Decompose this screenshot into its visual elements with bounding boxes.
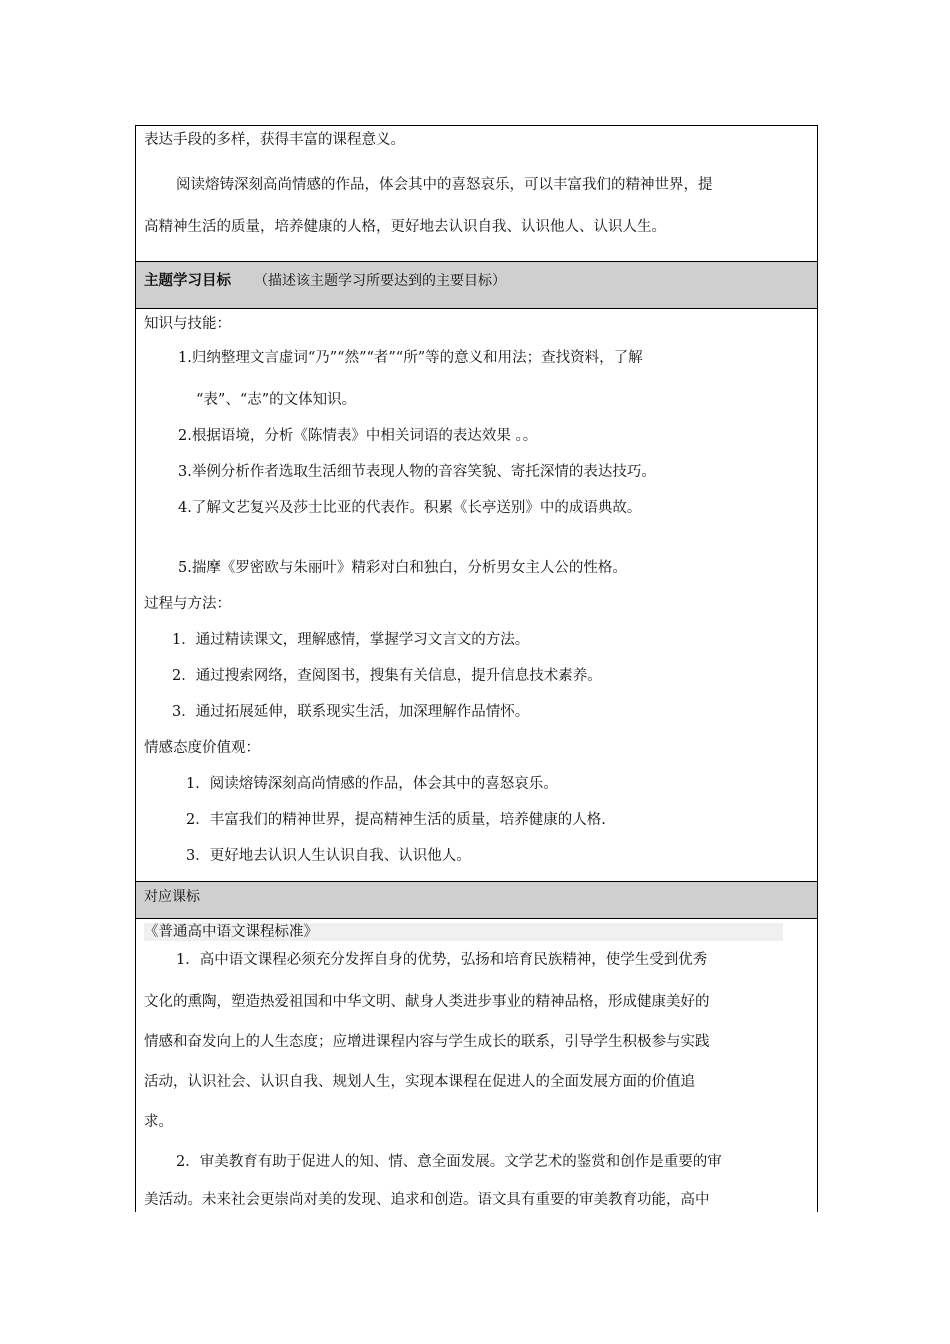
emotion-item: 3．更好地去认识人生认识自我、认识他人。	[186, 848, 471, 864]
emotion-heading: 情感态度价值观：	[144, 740, 260, 756]
process-item: 1．通过精读课文，理解感情，掌握学习文言文的方法。	[172, 632, 530, 648]
process-item: 2．通过搜索网络，查阅图书，搜集有关信息，提升信息技术素养。	[172, 668, 602, 684]
standards-line: 求。	[144, 1114, 173, 1130]
standards-line: 2．审美教育有助于促进人的知、情、意全面发展。文学艺术的鉴赏和创作是重要的审	[176, 1154, 722, 1170]
knowledge-item: 1.归纳整理文言虚词“乃”“然”“者”“所”等的意义和用法；查找资料，了解	[178, 350, 643, 366]
standards-line: 1．高中语文课程必须充分发挥自身的优势，弘扬和培育民族精神，使学生受到优秀	[176, 952, 708, 968]
knowledge-item: 4.了解文艺复兴及莎士比亚的代表作。积累《长亭送别》中的成语典故。	[178, 500, 642, 516]
goals-header	[136, 261, 817, 309]
standards-line: 美活动。未来社会更崇尚对美的发现、追求和创造。语文具有重要的审美教育功能，高中	[144, 1192, 710, 1208]
emotion-item: 2．丰富我们的精神世界，提高精神生活的质量，培养健康的人格.	[186, 812, 606, 828]
knowledge-item: 3.举例分析作者选取生活细节表现人物的音容笑貌、寄托深情的表达技巧。	[178, 464, 656, 480]
goals-title: 主题学习目标	[144, 273, 231, 289]
intro-section	[136, 126, 817, 261]
standards-title: 对应课标	[144, 889, 200, 905]
intro-line: 阅读熔铸深刻高尚情感的作品，体会其中的喜怒哀乐，可以丰富我们的精神世界，提	[176, 177, 713, 193]
standards-source: 《普通高中语文课程标准》	[144, 923, 783, 941]
standards-line: 情感和奋发向上的人生态度；应增进课程内容与学生成长的联系，引导学生积极参与实践	[144, 1034, 710, 1050]
standards-body	[136, 919, 817, 1213]
intro-line: 高精神生活的质量，培养健康的人格，更好地去认识自我、认识他人、认识人生。	[144, 219, 666, 235]
lesson-plan-table	[135, 125, 818, 1212]
knowledge-heading: 知识与技能：	[144, 316, 231, 332]
emotion-item: 1．阅读熔铸深刻高尚情感的作品，体会其中的喜怒哀乐。	[186, 776, 558, 792]
knowledge-item: 5.揣摩《罗密欧与朱丽叶》精彩对白和独白，分析男女主人公的性格。	[178, 560, 627, 576]
knowledge-item: 2.根据语境，分析《陈情表》中相关词语的表达效果 。。	[178, 428, 538, 444]
intro-line: 表达手段的多样，获得丰富的课程意义。	[144, 132, 405, 148]
standards-line: 文化的熏陶，塑造热爱祖国和中华文明、献身人类进步事业的精神品格，形成健康美好的	[144, 994, 710, 1010]
goals-subtitle: （描述该主题学习所要达到的主要目标）	[254, 273, 506, 289]
standards-header	[136, 881, 817, 919]
goals-body	[136, 309, 817, 881]
process-heading: 过程与方法：	[144, 596, 231, 612]
standards-line: 活动，认识社会、认识自我、规划人生，实现本课程在促进人的全面发展方面的价值追	[144, 1074, 695, 1090]
knowledge-item: “表”、“志”的文体知识。	[196, 392, 357, 408]
process-item: 3．通过拓展延伸，联系现实生活，加深理解作品情怀。	[172, 704, 530, 720]
